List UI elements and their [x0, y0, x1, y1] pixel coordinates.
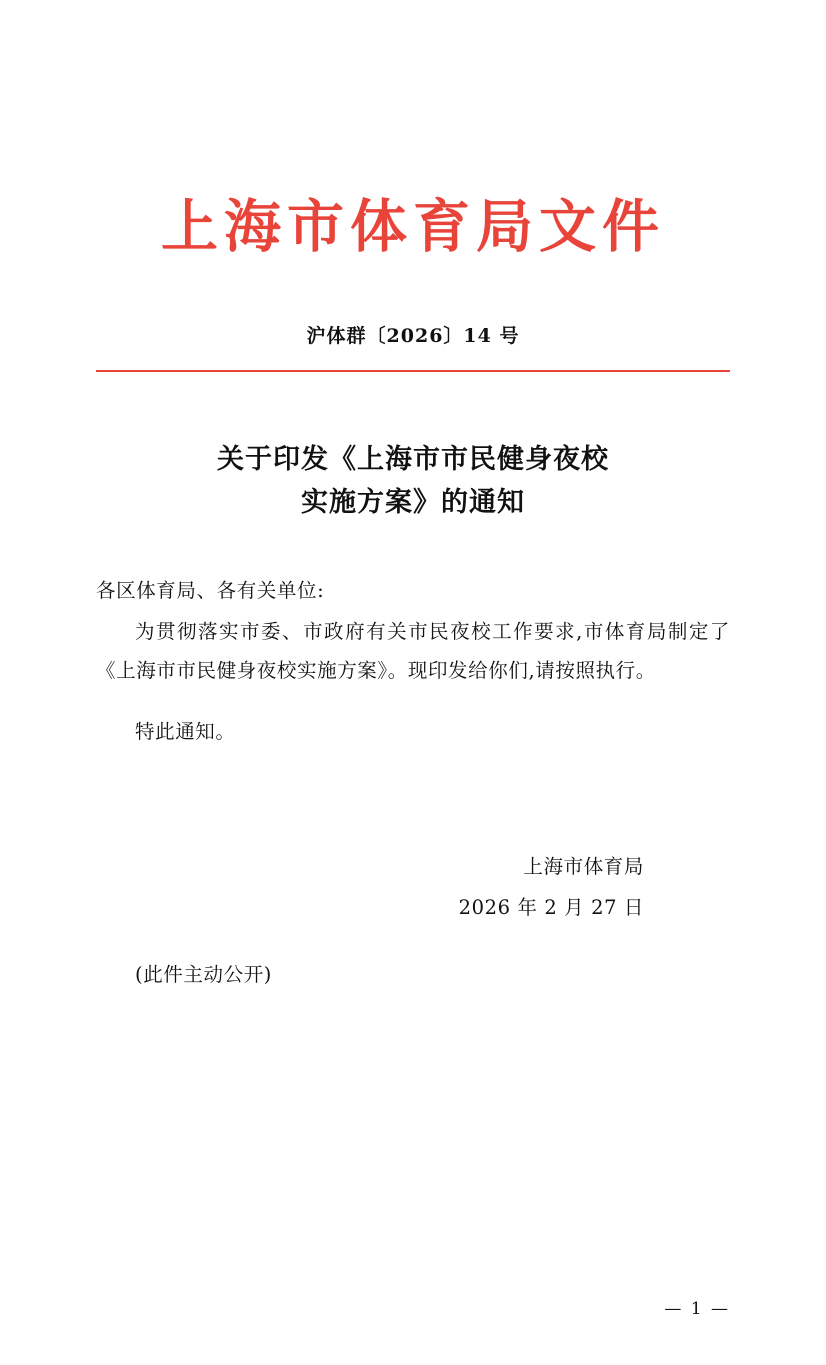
page-title-line-2: 实施方案》的通知	[301, 487, 525, 519]
masthead	[96, 193, 730, 260]
disclosure-note: (此件主动公开)	[135, 963, 273, 987]
body-paragraph-2: 特此通知。	[135, 720, 236, 744]
document-number: 沪体群〔2026〕14 号	[306, 324, 520, 347]
signer-name: 上海市体育局	[523, 855, 644, 879]
document-page	[0, 193, 826, 1365]
document-body	[96, 571, 730, 751]
page-title-line-1: 关于印发《上海市市民健身夜校	[217, 443, 609, 475]
page-number: — 1 —	[664, 1299, 730, 1319]
masthead-title: 上海市体育局文件	[161, 193, 665, 260]
body-paragraph-1: 为贯彻落实市委、市政府有关市民夜校工作要求,市体育局制定了《上海市市民健身夜校实施方案》。现印发给你们,请按照执行。	[96, 620, 730, 683]
signature-block	[96, 847, 730, 929]
salutation: 各区体育局、各有关单位:	[96, 579, 325, 603]
signature-date: 2026 年 2 月 27 日	[458, 896, 644, 920]
page-title	[96, 438, 730, 525]
red-divider-rule	[96, 370, 730, 372]
